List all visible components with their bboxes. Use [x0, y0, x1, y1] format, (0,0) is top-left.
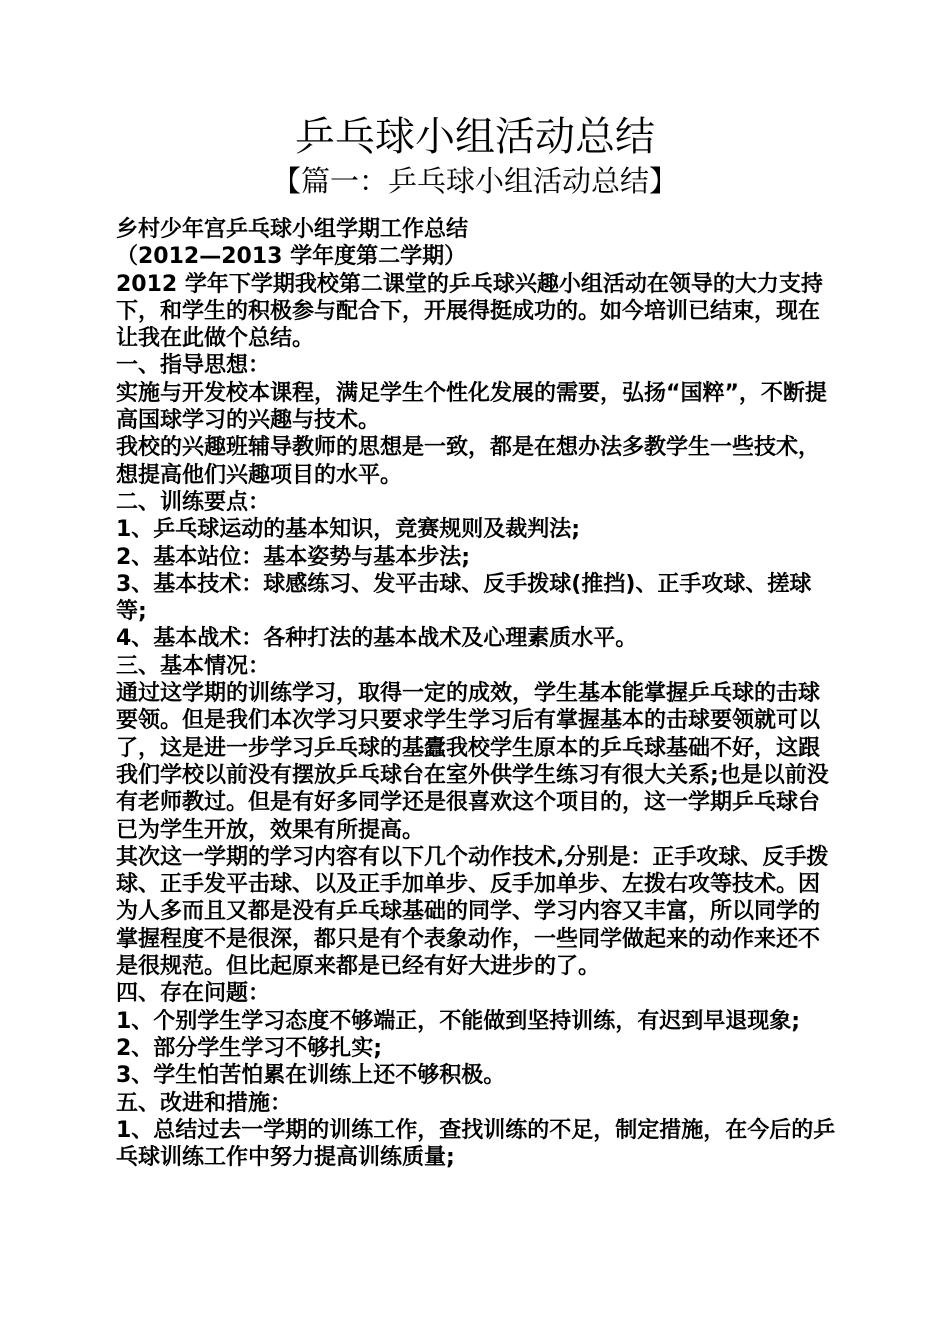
section-heading: 二、训练要点：	[116, 489, 271, 515]
section-heading: 三、基本情况：	[116, 653, 271, 679]
list-item: 3、学生怕苦怕累在训练上还不够积极。	[116, 1063, 506, 1089]
paragraph: 其次这一学期的学习内容有以下几个动作技术,分别是：正手攻球、反手拨球、正手发平击球、以及正手加单步、反手加单步、左拨右攻等技术。因为人多而且又都是没有乒乓球基础的同学、学习内容又丰富，所以同学的掌握程度不是很深，都只是有个表象动作，一些同学做起来的动作来还不是很规范。但比起原来都是已经有好大进步的了。	[116, 844, 829, 980]
document-title: 乒乓球小组活动总结	[295, 114, 655, 160]
section-heading: 五、改进和措施：	[116, 1090, 293, 1116]
document-body	[116, 216, 840, 1171]
document-subtitle: 【篇一：乒乓球小组活动总结】	[271, 164, 678, 198]
paragraph: 乡村少年宫乒乓球小组学期工作总结	[116, 217, 469, 242]
list-item: 3、基本技术：球感练习、发平击球、反手拨球(推挡)、正手攻球、搓球等;	[116, 571, 812, 625]
list-item: 2、部分学生学习不够扎实;	[116, 1035, 383, 1061]
paragraph: （2012—2013 学年度第二学期）	[116, 244, 467, 270]
paragraph: 通过这学期的训练学习，取得一定的成效，学生基本能掌握乒乓球的击球要领。但是我们本次学习只要求学生学习后有掌握基本的击球要领就可以了，这是进一步学习乒乓球的基蠹我校学生原本的乒乓球基础不好，这跟我们学校以前没有摆放乒乓球台在室外供学生练习有很大关系;也是以前没有老师教过。但是有好多同学还是很喜欢这个项目的，这一学期乒乓球台已为学生开放，效果有所提高。	[116, 681, 829, 843]
paragraph: 实施与开发校本课程，满足学生个性化发展的需要，弘扬“国粹”，不断提高国球学习的兴趣与技术。	[116, 380, 827, 434]
list-item: 1、个别学生学习态度不够端正，不能做到坚持训练，有迟到早退现象;	[116, 1008, 801, 1034]
list-item: 1、乒乓球运动的基本知识，竞赛规则及裁判法;	[116, 517, 581, 543]
paragraph: 2012 学年下学期我校第二课堂的乒乓球兴趣小组活动在领导的大力支持下，和学生的积极参与配合下，开展得挺成功的。如今培训已结束，现在让我在此做个总结。	[116, 271, 823, 352]
list-item: 4、基本战术：各种打法的基本战术及心理素质水平。	[116, 626, 638, 652]
list-item: 2、基本站位：基本姿势与基本步法;	[116, 544, 471, 570]
section-heading: 一、指导思想：	[116, 353, 271, 379]
list-item: 1、总结过去一学期的训练工作，查找训练的不足，制定措施，在今后的乒乓球训练工作中努力提高训练质量;	[116, 1117, 836, 1171]
paragraph: 我校的兴趣班辅导教师的思想是一致，都是在想办法多教学生一些技术，想提高他们兴趣项目的水平。	[116, 435, 821, 488]
section-heading: 四、存在问题：	[116, 981, 271, 1007]
